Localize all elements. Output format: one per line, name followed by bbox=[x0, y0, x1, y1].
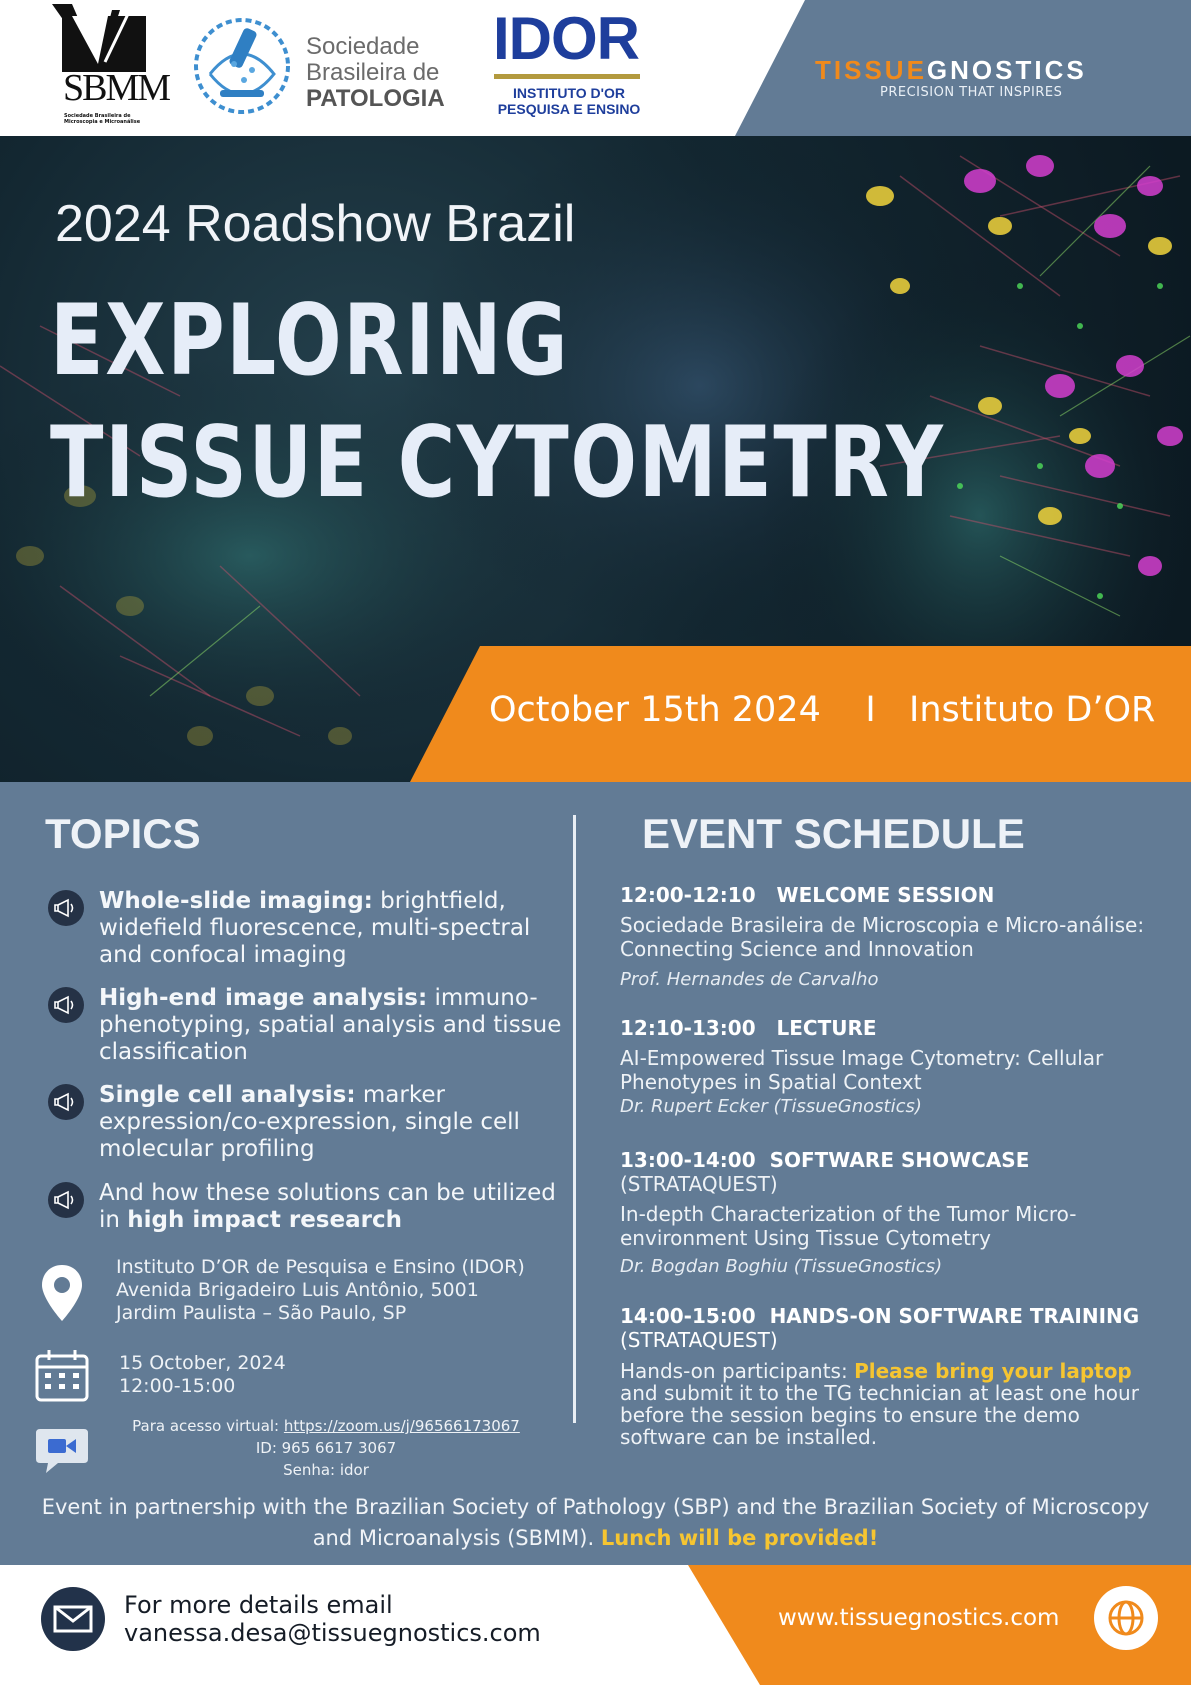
header bbox=[0, 0, 1191, 136]
sbmm-full-name: Sociedade Brasileira de Microscopia e Microanálise bbox=[64, 113, 141, 125]
megaphone-icon bbox=[48, 987, 84, 1023]
session-title: LECTURE bbox=[776, 1016, 877, 1040]
event-title-line-2: TISSUE CYTOMETRY bbox=[50, 406, 945, 520]
topic-item bbox=[48, 888, 558, 972]
topic-text bbox=[99, 1082, 569, 1163]
topic-text bbox=[99, 985, 569, 1066]
topic-bold: high impact research bbox=[127, 1207, 402, 1233]
tg-name-part-4: STICS bbox=[995, 55, 1087, 85]
website-link[interactable]: www.tissuegnostics.com bbox=[778, 1605, 1060, 1631]
idor-subtitle bbox=[494, 85, 644, 117]
sbp-line-1: Sociedade bbox=[306, 33, 420, 60]
event-subtitle: 2024 Roadshow Brazil bbox=[55, 195, 576, 253]
schedule-session bbox=[620, 1016, 1160, 1117]
session-title: WELCOME SESSION bbox=[776, 883, 995, 907]
venue-line-3: Jardim Paulista – São Paulo, SP bbox=[116, 1302, 407, 1324]
session-header bbox=[620, 883, 1160, 907]
schedule-heading: EVENT SCHEDULE bbox=[642, 810, 1025, 857]
event-time: 12:00-15:00 bbox=[119, 1375, 236, 1397]
megaphone-icon bbox=[48, 1182, 84, 1218]
session-time: 12:00-12:10 bbox=[620, 883, 756, 907]
session-header bbox=[620, 1016, 1160, 1040]
topic-item bbox=[48, 1180, 558, 1238]
contact-block bbox=[124, 1591, 541, 1647]
zoom-password: Senha: idor bbox=[283, 1461, 369, 1479]
topic-text bbox=[99, 888, 569, 969]
topic-lead: And how these solutions can be utilized in bbox=[99, 1180, 556, 1233]
idor-sub-line-1: INSTITUTO D'OR bbox=[513, 85, 625, 101]
video-chat-icon bbox=[34, 1425, 90, 1475]
zoom-id: ID: 965 6617 3067 bbox=[255, 1439, 397, 1457]
event-title-line-1: EXPLORING bbox=[50, 284, 570, 398]
session-speaker: Dr. Rupert Ecker (TissueGnostics) bbox=[620, 1096, 922, 1117]
partnership-text: Event in partnership with the Brazilian Society of Pathology (SBP) and the Brazilian Society of Microscopy and Microanalysis (SBMM). bbox=[41, 1495, 1150, 1550]
tg-tagline: PRECISION THAT INSPIRES bbox=[880, 85, 1063, 100]
idor-divider bbox=[494, 74, 640, 79]
session-description bbox=[620, 1360, 1160, 1448]
event-datetime bbox=[119, 1352, 286, 1398]
megaphone-icon bbox=[48, 890, 84, 926]
idor-sub-line-2: PESQUISA E ENSINO bbox=[497, 101, 641, 117]
lunch-note: Lunch will be provided! bbox=[600, 1526, 879, 1550]
globe-icon bbox=[1094, 1586, 1158, 1650]
schedule-session bbox=[620, 1148, 1160, 1277]
topic-bold: Single cell analysis: bbox=[99, 1082, 356, 1108]
sbp-logo-text bbox=[306, 34, 445, 112]
partnership-note bbox=[30, 1492, 1161, 1554]
schedule-session bbox=[620, 1304, 1160, 1448]
sbmm-abbr: SBMM bbox=[63, 67, 170, 109]
session-speaker: Dr. Bogdan Boghiu (TissueGnostics) bbox=[620, 1256, 943, 1277]
mail-icon bbox=[41, 1587, 105, 1651]
topic-rest: brightfield, widefield fluorescence, multi-spectral and confocal imaging bbox=[99, 888, 531, 968]
sbp-microscope-icon bbox=[190, 14, 294, 118]
topic-item bbox=[48, 985, 562, 1069]
session-title-extra: (STRATAQUEST) bbox=[620, 1328, 778, 1352]
sbp-line-3: PATOLOGIA bbox=[306, 85, 445, 112]
session-description: In-depth Characterization of the Tumor Micro-environment Using Tissue Cytometry bbox=[620, 1202, 1077, 1250]
zoom-link[interactable]: https://zoom.us/j/96566173067 bbox=[283, 1417, 520, 1435]
virtual-access bbox=[106, 1415, 546, 1481]
session-header bbox=[620, 1148, 1160, 1172]
session-time: 14:00-15:00 bbox=[620, 1304, 756, 1328]
virtual-label: Para acesso virtual: bbox=[132, 1417, 280, 1435]
tg-name-part-3: O bbox=[971, 55, 996, 85]
session-speaker: Prof. Hernandes de Carvalho bbox=[620, 969, 879, 990]
session-description: AI-Empowered Tissue Image Cytometry: Cellular Phenotypes in Spatial Context bbox=[620, 1046, 1104, 1094]
event-date-location: October 15th 2024 I Instituto D’OR bbox=[489, 690, 1156, 730]
megaphone-icon bbox=[48, 1084, 84, 1120]
tissuegnostics-logo bbox=[815, 55, 1087, 86]
location-pin-icon bbox=[40, 1263, 84, 1323]
tg-name-part-1: TISSUE bbox=[815, 55, 927, 85]
column-divider bbox=[573, 815, 576, 1423]
venue-address bbox=[116, 1256, 525, 1325]
contact-label: For more details email bbox=[124, 1591, 393, 1619]
event-date: 15 October, 2024 bbox=[119, 1352, 286, 1374]
session-time: 12:10-13:00 bbox=[620, 1016, 756, 1040]
hero-banner bbox=[0, 136, 1191, 782]
schedule-session bbox=[620, 883, 1160, 990]
topic-item bbox=[48, 1082, 558, 1166]
laptop-note: Please bring your laptop bbox=[854, 1359, 1132, 1383]
session-description: Sociedade Brasileira de Microscopia e Micro-análise: Connecting Science and Innovation bbox=[620, 913, 1145, 961]
session-title-extra: (STRATAQUEST) bbox=[620, 1172, 778, 1196]
desc-rest: and submit it to the TG technician at least one hour before the session begins to ensure the demo software can be installed. bbox=[620, 1381, 1139, 1449]
session-title: HANDS-ON SOFTWARE TRAINING bbox=[769, 1304, 1140, 1328]
session-header bbox=[620, 1304, 1160, 1352]
session-time: 13:00-14:00 bbox=[620, 1148, 756, 1172]
desc-lead: Hands-on participants: bbox=[620, 1359, 855, 1383]
session-title: SOFTWARE SHOWCASE bbox=[769, 1148, 1030, 1172]
sbp-line-2: Brasileira de bbox=[306, 59, 440, 86]
idor-abbr: IDOR bbox=[493, 5, 639, 72]
topic-bold: Whole-slide imaging: bbox=[99, 888, 373, 914]
topic-bold: High-end image analysis: bbox=[99, 985, 428, 1011]
calendar-icon bbox=[34, 1348, 90, 1404]
tg-name-part-2: GN bbox=[926, 55, 972, 85]
contact-email[interactable]: vanessa.desa@tissuegnostics.com bbox=[124, 1619, 541, 1647]
topic-rest: marker expression/co-expression, single cell molecular profiling bbox=[99, 1082, 520, 1162]
venue-line-1: Instituto D’OR de Pesquisa e Ensino (IDOR) bbox=[116, 1256, 525, 1278]
topic-text bbox=[99, 1180, 569, 1234]
topics-heading: TOPICS bbox=[45, 810, 201, 857]
topic-rest: immuno-phenotyping, spatial analysis and tissue classification bbox=[99, 985, 562, 1065]
venue-line-2: Avenida Brigadeiro Luis Antônio, 5001 bbox=[116, 1279, 479, 1301]
virtual-access-line bbox=[106, 1415, 546, 1437]
